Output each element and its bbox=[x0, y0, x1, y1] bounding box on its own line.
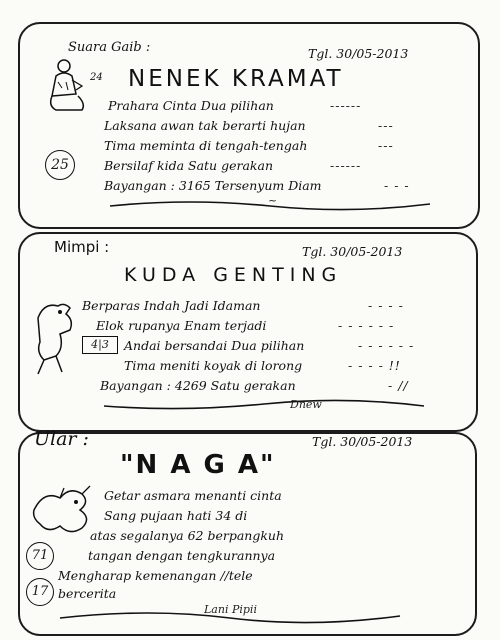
card3-line-3: atas segalanya 62 berpangkuh bbox=[90, 528, 285, 543]
card1-small-number: 24 bbox=[90, 72, 103, 83]
card2-line-4: Tima meniti koyak di lorong bbox=[124, 358, 303, 373]
card1-label: Suara Gaib : bbox=[68, 40, 151, 55]
card1-dots-5: - - - bbox=[384, 178, 410, 193]
card1-line-2: Laksana awan tak berarti hujan bbox=[104, 118, 306, 133]
card3-line-2: Sang pujaan hati 34 di bbox=[104, 508, 248, 523]
card3-date: Tgl. 30/05-2013 bbox=[312, 434, 413, 449]
card1-line-1: Prahara Cinta Dua pilihan bbox=[108, 98, 274, 113]
card1-dots-1: ------ bbox=[330, 98, 362, 113]
card3-label: Ular : bbox=[34, 428, 89, 450]
card2-title: KUDA GENTING bbox=[124, 264, 343, 286]
card3-line-4: tangan dengan tengkurannya bbox=[88, 548, 276, 563]
card2-dots-3: - - - - - - bbox=[358, 338, 415, 353]
card2-dots-2: - - - - - - bbox=[338, 318, 395, 333]
card3-line-5: Mengharap kemenangan //tele bbox=[58, 568, 253, 583]
card3-line-1: Getar asmara menanti cinta bbox=[104, 488, 282, 503]
card2-dots-5: - // bbox=[388, 378, 409, 393]
card3-line-6: bercerita bbox=[58, 586, 117, 601]
card1-line-3: Tima meminta di tengah-tengah bbox=[104, 138, 308, 153]
card2-line-1: Berparas Indah Jadi Idaman bbox=[82, 298, 261, 313]
card1-line-5: Bayangan : 3165 Tersenyum Diam bbox=[104, 178, 322, 193]
horse-icon bbox=[30, 298, 90, 378]
card2-line-3: Andai bersandai Dua pilihan bbox=[124, 338, 305, 353]
card3-title: "N A G A" bbox=[120, 450, 276, 480]
card2-line-2: Elok rupanya Enam terjadi bbox=[96, 318, 267, 333]
card2-dots-4: - - - - !! bbox=[348, 358, 401, 373]
card1-circled-number: 25 bbox=[45, 150, 75, 180]
card2-scribble-line bbox=[104, 396, 424, 416]
card1-date: Tgl. 30/05-2013 bbox=[308, 46, 409, 61]
card1-dots-4: ------ bbox=[330, 158, 362, 173]
card3-circled-bottom: 17 bbox=[26, 578, 54, 606]
card2-signature: Dnew bbox=[290, 398, 322, 411]
card2-date: Tgl. 30/05-2013 bbox=[302, 244, 403, 259]
card1-dots-3: --- bbox=[378, 138, 394, 153]
praying-figure-icon bbox=[42, 56, 92, 116]
card2-label: Mimpi : bbox=[54, 238, 110, 256]
card3-circled-top: 71 bbox=[26, 542, 54, 570]
card1-line-4: Bersilaf kida Satu gerakan bbox=[104, 158, 273, 173]
card2-box-numbers: 4|3 bbox=[82, 336, 118, 354]
card1-signature: ~ bbox=[268, 194, 278, 207]
card2-line-5: Bayangan : 4269 Satu gerakan bbox=[100, 378, 296, 393]
card1-dots-2: --- bbox=[378, 118, 394, 133]
card3-signature: Lani Pipii bbox=[204, 603, 257, 616]
card2-dots-1: - - - - bbox=[368, 298, 404, 313]
card1-title: NENEK KRAMAT bbox=[128, 66, 344, 92]
